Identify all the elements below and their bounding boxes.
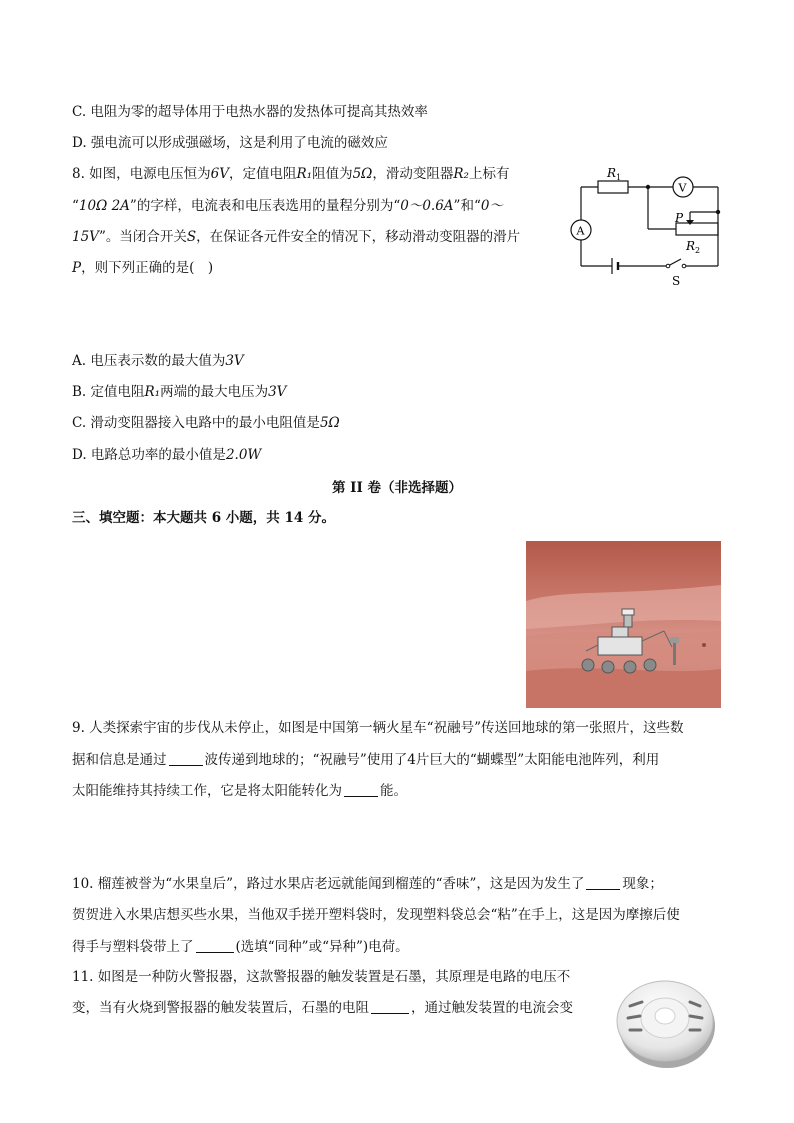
q10-line-1: 10. 榴莲被誉为“水果皇后”，路过水果店老远就能闻到榴莲的“香味”，这是因为发生了 现象； [72,876,663,892]
option-d-prev: D. 强电流可以形成强磁场，这是利用了电流的磁效应 [72,135,388,151]
q8-option-d: D. 电路总功率的最小值是2.0W [72,447,262,463]
q10-blank-1[interactable] [586,875,620,890]
q9-line-2: 据和信息是通过 波传递到地球的；“祝融号”使用了4片巨大的“蝴蝶型”太阳能电池阵列，利用 [72,752,660,768]
q8-line-4: P，则下列正确的是( ) [72,260,214,276]
q8-option-b: B. 定值电阻R₁两端的最大电压为3V [72,384,287,400]
q9-blank-1[interactable] [169,751,203,766]
q8-line-2: “10Ω 2A”的字样，电流表和电压表选用的量程分别为“0～0.6A”和“0～ [72,198,503,214]
option-c-prev: C. 电阻为零的超导体用于电热水器的发热体可提高其热效率 [72,104,428,120]
label-ammeter: A [576,224,585,238]
q8-option-a: A. 电压表示数的最大值为3V [72,353,244,369]
q10-blank-2[interactable] [196,938,234,953]
section-title: 第 II 卷（非选择题） [331,480,463,496]
mars-rover-photo [526,541,721,708]
q11-line-2: 变，当有火烧到警报器的触发装置后，石墨的电阻 ，通过触发装置的电流会变 [72,1000,573,1016]
q9-blank-2[interactable] [344,782,378,797]
label-r2: $R_2$ [686,239,701,255]
q9-line-1: 9. 人类探索宇宙的步伐从未停止，如图是中国第一辆火星车“祝融号”传送回地球的第一张照片，这些数 [72,720,684,736]
section-subtitle: 三、填空题：本大题共 6 小题，共 14 分。 [72,510,335,526]
q8-line-1: 8. 如图，电源电压恒为6V，定值电阻R₁阻值为5Ω，滑动变阻器R₂上标有 [72,166,510,182]
q8-line-3: 15V”。当闭合开关S，在保证各元件安全的情况下，移动滑动变阻器的滑片 [72,229,521,245]
q8-option-c: C. 滑动变阻器接入电路中的最小电阻值是5Ω [72,415,340,431]
label-r1: $R_1$ [607,166,622,182]
resistor-r1 [598,181,628,193]
q11-blank-1[interactable] [371,999,409,1014]
q10-line-2: 贺贺进入水果店想买些水果，当他双手搓开塑料袋时，发现塑料袋总会“粘”在手上，这是因为摩擦后使 [72,907,680,923]
label-slider: P [675,211,684,225]
q11-line-1: 11. 如图是一种防火警报器，这款警报器的触发装置是石墨，其原理是电路的电压不 [72,969,571,985]
q10-line-3: 得手与塑料袋带上了 (选填“同种”或“异种”)电荷。 [72,939,409,955]
label-switch: S [672,274,681,288]
label-voltmeter: V [678,181,687,195]
circuit-diagram [568,162,730,290]
smoke-alarm-photo [610,966,720,1076]
q9-line-3: 太阳能维持其持续工作，它是将太阳能转化为 能。 [72,783,407,799]
